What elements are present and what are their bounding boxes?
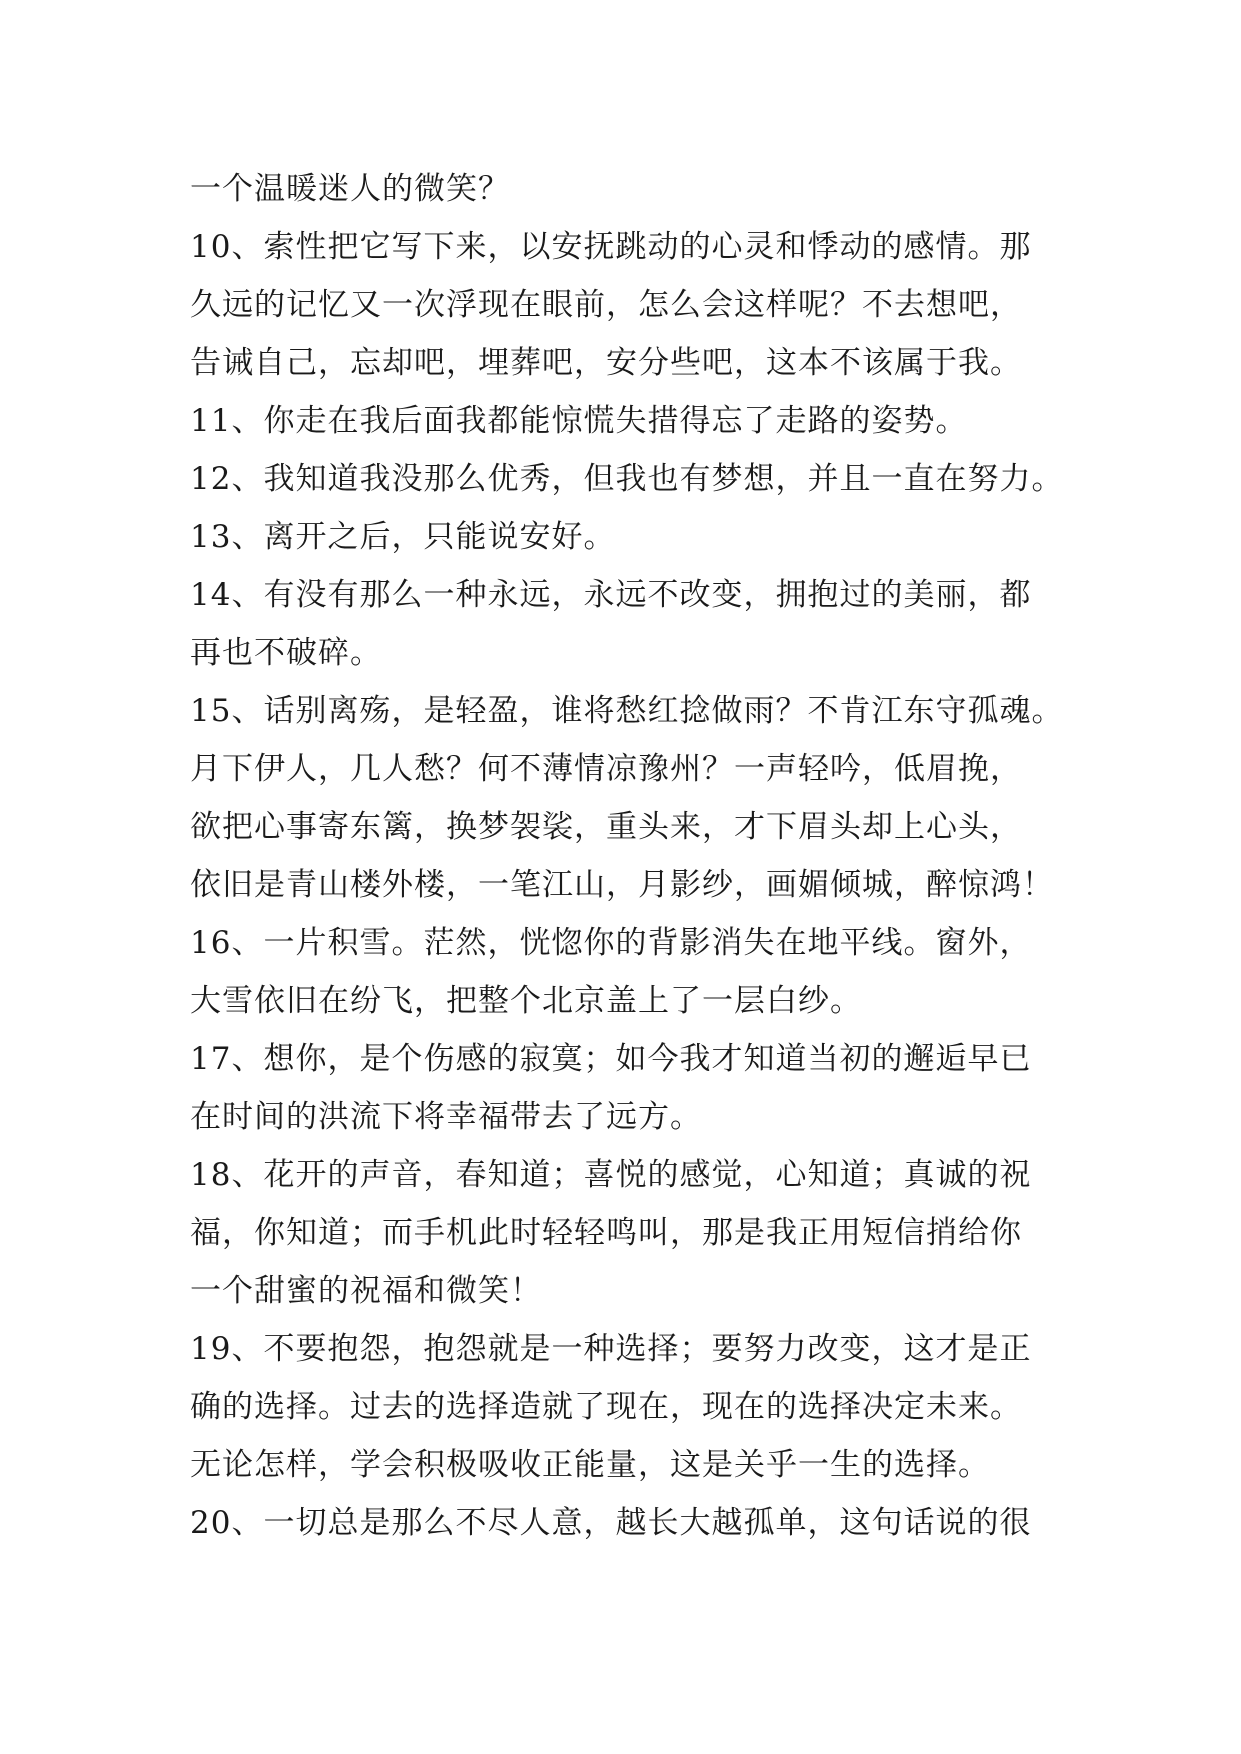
text-line: 17、想你，是个伤感的寂寞；如今我才知道当初的邂逅早已 bbox=[190, 1041, 1032, 1077]
text-line: 12、我知道我没那么优秀，但我也有梦想，并且一直在努力。 bbox=[190, 461, 1064, 497]
text-line: 11、你走在我后面我都能惊慌失措得忘了走路的姿势。 bbox=[190, 403, 968, 439]
text-line: 大雪依旧在纷飞，把整个北京盖上了一层白纱。 bbox=[190, 983, 862, 1019]
text-line: 月下伊人，几人愁？何不薄情凉豫州？一声轻吟，低眉挽， bbox=[190, 751, 1022, 787]
text-line: 20、一切总是那么不尽人意，越长大越孤单，这句话说的很 bbox=[190, 1505, 1032, 1541]
text-line: 无论怎样，学会积极吸收正能量，这是关乎一生的选择。 bbox=[190, 1447, 990, 1483]
text-line: 13、离开之后，只能说安好。 bbox=[190, 519, 616, 555]
text-line: 18、花开的声音，春知道；喜悦的感觉，心知道；真诚的祝 bbox=[190, 1157, 1032, 1193]
text-line: 久远的记忆又一次浮现在眼前，怎么会这样呢？不去想吧， bbox=[190, 287, 1022, 323]
text-line: 14、有没有那么一种永远，永远不改变，拥抱过的美丽，都 bbox=[190, 577, 1032, 613]
text-line: 再也不破碎。 bbox=[190, 635, 382, 671]
text-line: 依旧是青山楼外楼，一笔江山，月影纱，画媚倾城，醉惊鸿！ bbox=[190, 867, 1054, 903]
document-body bbox=[190, 160, 1070, 1552]
text-line: 15、话别离殇，是轻盈，谁将愁红捻做雨？不肯江东守孤魂。 bbox=[190, 693, 1064, 729]
text-line: 告诫自己，忘却吧，埋葬吧，安分些吧，这本不该属于我。 bbox=[190, 345, 1022, 381]
text-line: 欲把心事寄东篱，换梦袈裟，重头来，才下眉头却上心头， bbox=[190, 809, 1022, 845]
text-line: 19、不要抱怨，抱怨就是一种选择；要努力改变，这才是正 bbox=[190, 1331, 1032, 1367]
text-line: 在时间的洪流下将幸福带去了远方。 bbox=[190, 1099, 702, 1135]
text-line: 确的选择。过去的选择造就了现在，现在的选择决定未来。 bbox=[190, 1389, 1022, 1425]
text-line: 10、索性把它写下来，以安抚跳动的心灵和悸动的感情。那 bbox=[190, 229, 1032, 265]
text-line: 一个甜蜜的祝福和微笑！ bbox=[190, 1273, 542, 1309]
text-line: 16、一片积雪。茫然，恍惚你的背影消失在地平线。窗外， bbox=[190, 925, 1032, 961]
text-line: 福，你知道；而手机此时轻轻鸣叫，那是我正用短信捎给你 bbox=[190, 1215, 1022, 1251]
text-line: 一个温暖迷人的微笑？ bbox=[190, 171, 510, 207]
